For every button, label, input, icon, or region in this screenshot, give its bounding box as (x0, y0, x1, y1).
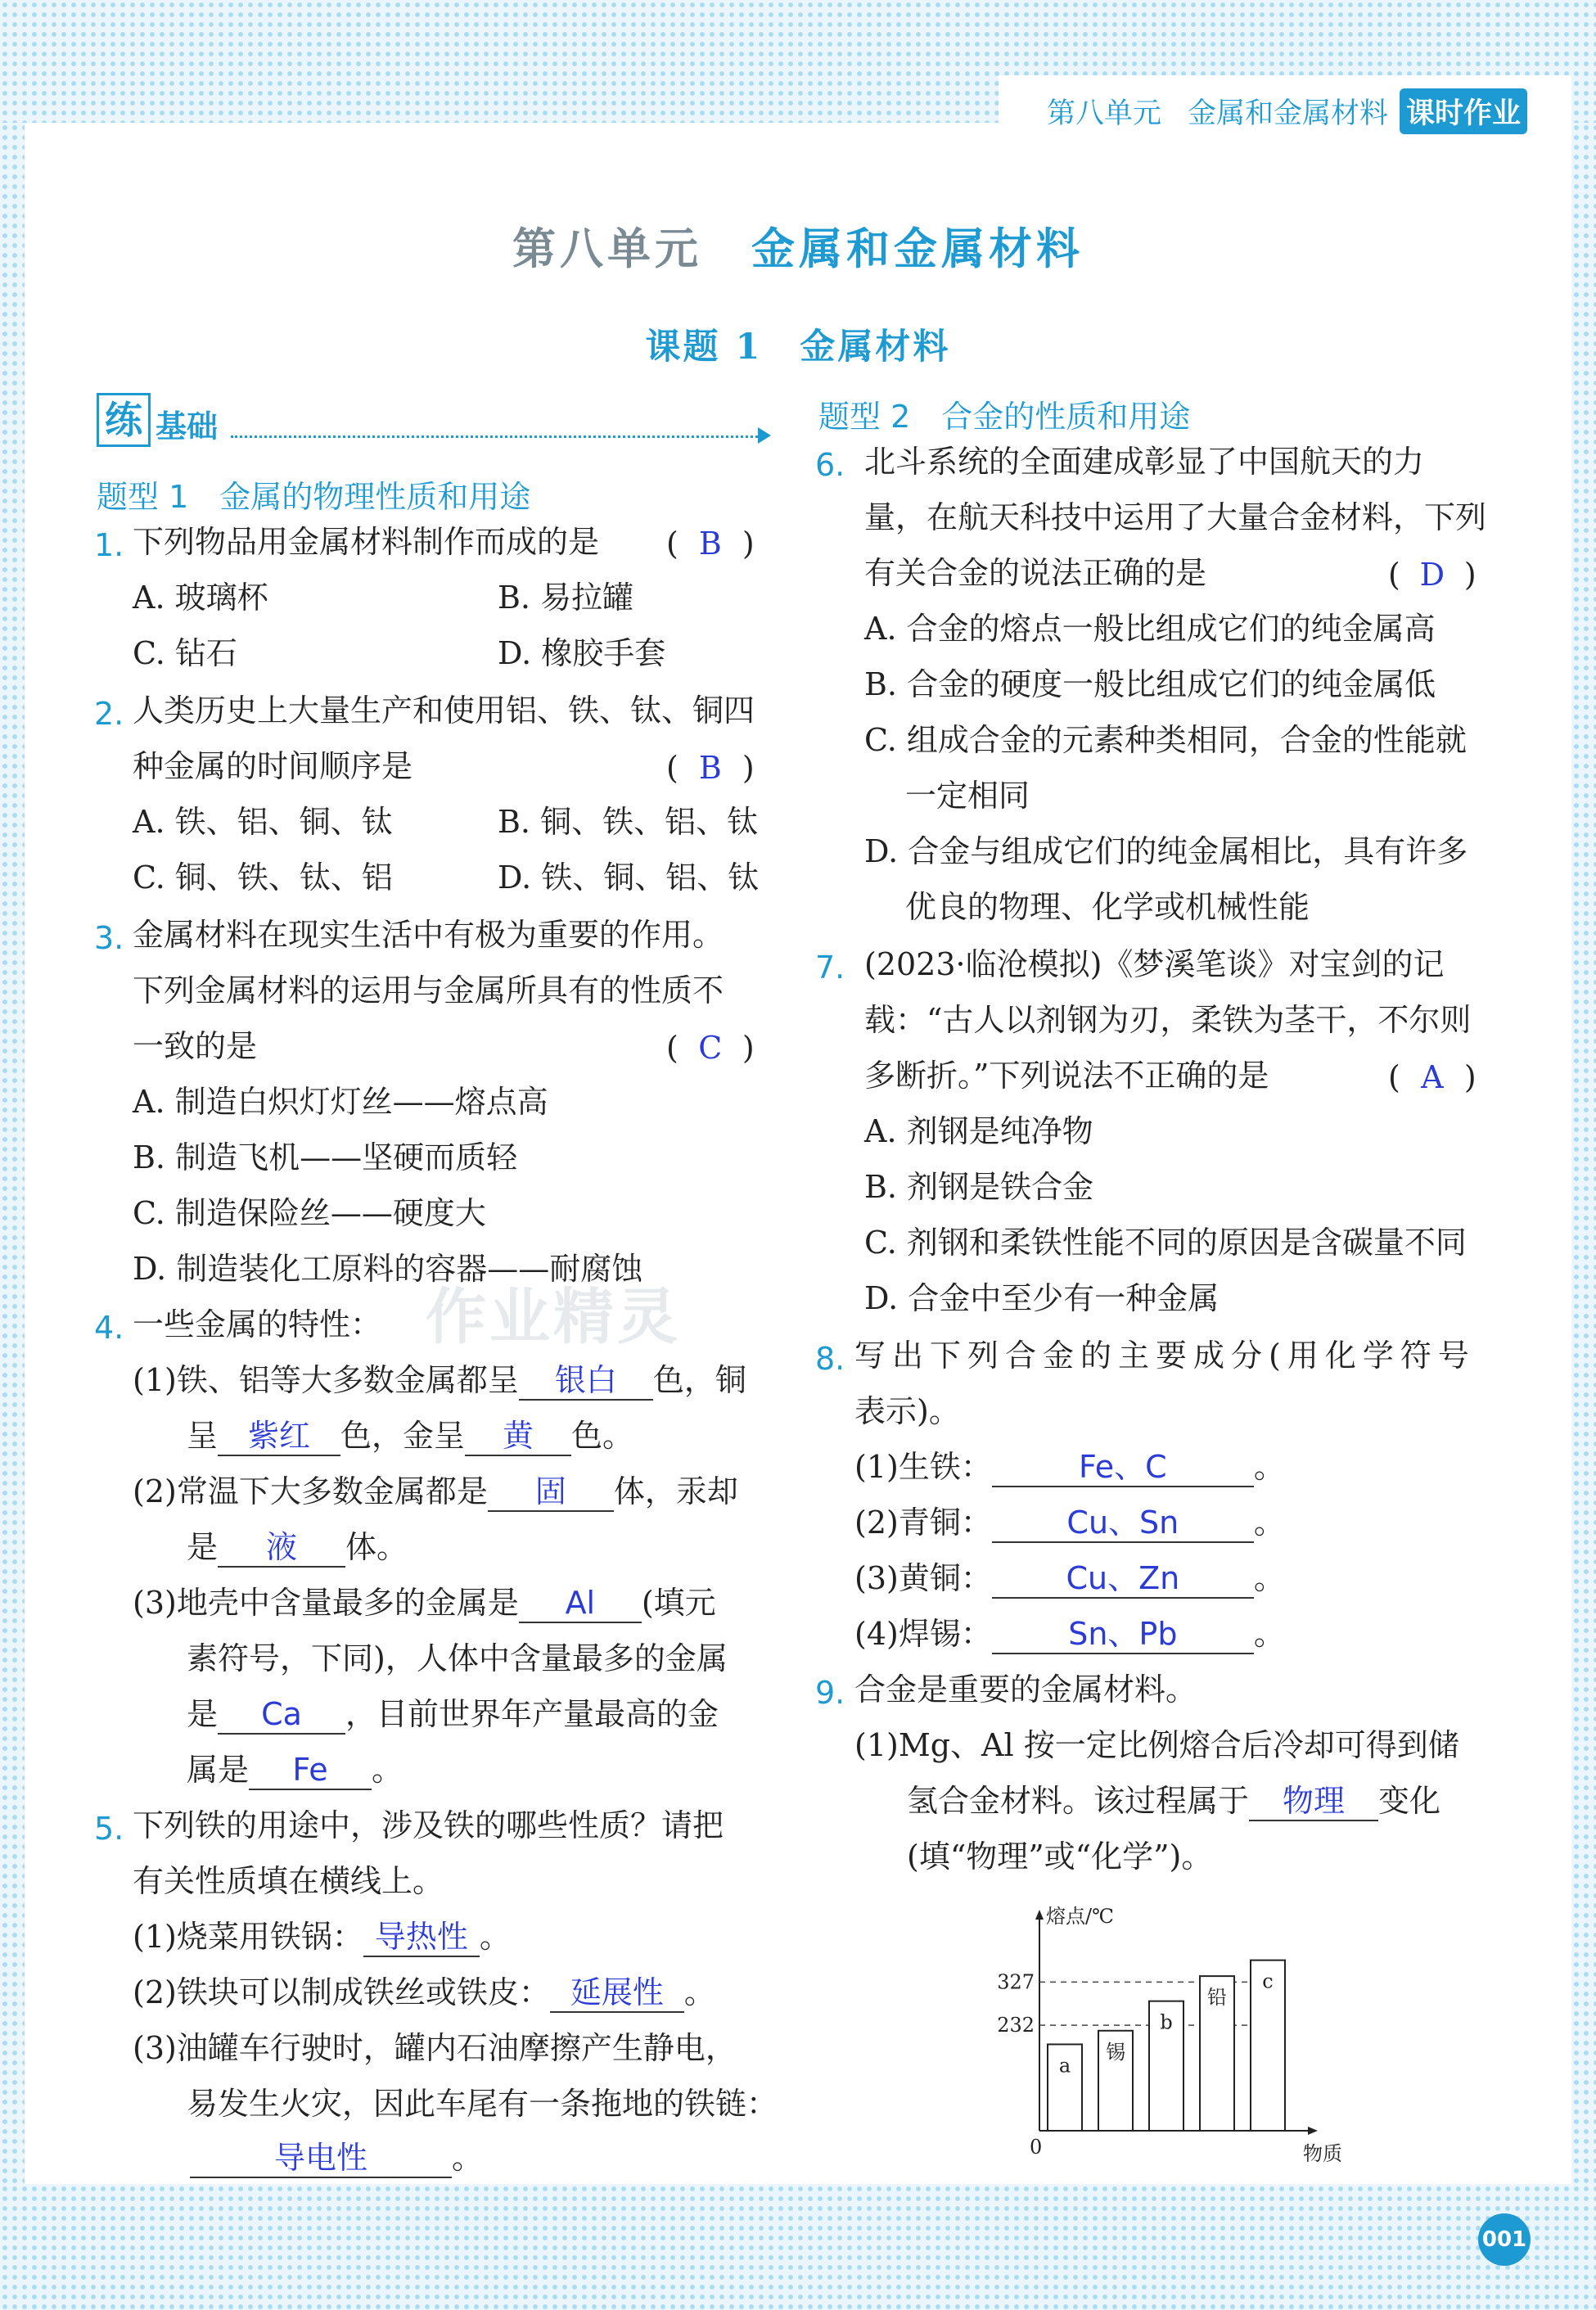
q9-part1-line3: (填“物理”或“化学”)。 (907, 1839, 1213, 1875)
q6-option-c2: 一定相同 (905, 778, 1030, 814)
q9-line1: 合金是重要的金属材料。 (854, 1672, 1197, 1708)
q1-stem: 下列物品用金属材料制作而成的是 (133, 524, 600, 560)
q8-item-4-label: (4)焊锡： (854, 1616, 992, 1652)
q6-option-a: A. 合金的熔点一般比组成它们的纯金属高 (864, 611, 1436, 647)
q9-text1b: 氢合金材料。该过程属于 (907, 1783, 1250, 1819)
q6-line1: 北斗系统的全面建成彰显了中国航天的力 (864, 444, 1425, 480)
chart-bar-label-1: 锡 (1106, 2040, 1125, 2064)
unit-title-name: 金属和金属材料 (751, 224, 1084, 274)
chart-bars (1048, 1960, 1285, 2131)
frame-right (1571, 123, 1596, 2186)
q4-text3g: 。 (372, 1752, 404, 1788)
q2-answer: B (698, 750, 722, 786)
frame-bottom (0, 2184, 1596, 2310)
q6-option-b: B. 合金的硬度一般比组成它们的纯金属低 (864, 666, 1436, 702)
chart-xlabel: 物质 (1303, 2142, 1342, 2165)
q4-blank-8: Fe (249, 1754, 372, 1790)
q6-line3: 有关合金的说法正确的是 (864, 555, 1207, 591)
q9-part1-line1: (1)Mg、Al 按一定比例熔合后冷却可得到储 (854, 1727, 1459, 1763)
q8-item-3 (854, 1560, 1285, 1599)
q1-option-c: C. 钻石 (133, 635, 237, 671)
q5-item3-line3 (190, 2140, 483, 2178)
q5-number: 5. (94, 1811, 124, 1847)
q4-text2d: 体。 (345, 1529, 408, 1565)
q5-item3-end: 。 (452, 2140, 484, 2176)
q5-blank-1: 导热性 (363, 1921, 480, 1957)
q4-text3f: 属是 (187, 1752, 250, 1788)
q5-item2-label: (2)铁块可以制成铁丝或铁皮： (133, 1974, 550, 2010)
q5-item1-end: 。 (479, 1919, 511, 1955)
watermark: 作业精灵 (426, 1282, 681, 1352)
q4-text1b: 色，铜 (652, 1362, 746, 1398)
header-topic: 金属和金属材料 (1187, 97, 1388, 130)
q1-answer: B (698, 526, 722, 562)
q4-blank-2: 紫红 (218, 1420, 340, 1456)
arrow-right-icon (758, 427, 771, 444)
q4-blank-6: Al (519, 1587, 642, 1623)
q4-line8 (187, 1752, 403, 1790)
q8-line2: 表示)。 (854, 1393, 960, 1429)
unit-title-unit: 第八单元 (512, 224, 702, 274)
chart-bar-label-0: a (1058, 2054, 1071, 2078)
q8-item-2-end: 。 (1253, 1505, 1285, 1541)
q1-option-d: D. 橡胶手套 (498, 635, 666, 671)
chart-ytick-label-232: 232 (997, 2014, 1035, 2037)
q5-blank-3: 导电性 (190, 2142, 452, 2178)
q1-number: 1. (94, 527, 124, 563)
q1-option-b: B. 易拉罐 (498, 580, 634, 616)
q4-text1e: 色。 (571, 1418, 634, 1454)
q6-line2: 量，在航天科技中运用了大量合金材料，下列 (864, 499, 1487, 535)
q4-text3d: 是 (187, 1696, 219, 1732)
q4-text3e: ，目前世界年产量最高的金 (345, 1696, 719, 1732)
q7-line3: 多断折。”下列说法不正确的是 (864, 1058, 1269, 1094)
q3-option-c: C. 制造保险丝——硬度大 (133, 1195, 486, 1231)
q8-line1: 写出下列合金的主要成分(用化学符号 (854, 1338, 1476, 1374)
q4-line1 (133, 1362, 746, 1401)
q4-line5 (133, 1585, 716, 1623)
q7-line2: 载：“古人以剂钢为刃，柔铁为茎干，不尔则 (864, 1002, 1472, 1038)
q4-number: 4. (94, 1310, 124, 1346)
q4-blank-4: 固 (488, 1476, 614, 1512)
q3-option-d: D. 制造装化工原料的容器——耐腐蚀 (133, 1251, 643, 1287)
q2-option-a: A. 铁、铝、铜、钛 (133, 804, 393, 840)
section-label: 基础 (156, 408, 219, 444)
q3-option-b: B. 制造飞机——坚硬而质轻 (133, 1139, 518, 1175)
q5-item2 (133, 1974, 715, 2013)
q4-blank-5: 液 (218, 1532, 345, 1568)
chart-y-arrow (1035, 1910, 1044, 1920)
q8-blank-4: Sn、Pb (992, 1618, 1254, 1654)
q6-option-c1: C. 组成合金的元素种类相同，合金的性能就 (864, 722, 1467, 758)
q2-number: 2. (94, 696, 124, 732)
q6-number: 6. (815, 447, 845, 483)
q7-number: 7. (815, 950, 845, 986)
q4-text1c: 呈 (187, 1418, 219, 1454)
q4-blank-3: 黄 (465, 1420, 571, 1456)
q5-item3-line2: 易发生火灾，因此车尾有一条拖地的铁链： (187, 2086, 778, 2122)
header-badge: 课时作业 (1400, 88, 1527, 134)
q3-number: 3. (94, 920, 124, 956)
q8-number: 8. (815, 1341, 845, 1377)
q5-item1 (133, 1919, 511, 1957)
q8-item-2 (854, 1505, 1285, 1543)
q3-answer-box: ( C ) (666, 1030, 755, 1066)
q4-text2a: (2)常温下大多数金属都是 (133, 1473, 488, 1509)
q2-answer-box: ( B ) (666, 750, 755, 786)
chart-bar-label-4: c (1262, 1969, 1274, 1993)
q3-line1: 金属材料在现实生活中有极为重要的作用。 (133, 917, 724, 953)
q8-item-1-label: (1)生铁： (854, 1449, 992, 1485)
q2-option-b: B. 铜、铁、铝、钛 (498, 804, 759, 840)
q9-blank-1: 物理 (1249, 1785, 1378, 1821)
q8-item-4-end: 。 (1253, 1616, 1285, 1652)
q8-blank-3: Cu、Zn (992, 1563, 1254, 1599)
q5-line1: 下列铁的用途中，涉及铁的哪些性质？请把 (133, 1807, 724, 1843)
practice-icon: 练 (97, 393, 151, 447)
q9-text1c: 变化 (1378, 1783, 1441, 1819)
q5-item1-label: (1)烧菜用铁锅： (133, 1919, 363, 1955)
q3-answer: C (698, 1030, 723, 1066)
q5-blank-2: 延展性 (550, 1977, 684, 2013)
q8-blank-1: Fe、C (992, 1451, 1254, 1487)
q4-stem: 一些金属的特性： (133, 1306, 382, 1342)
q6-option-d1: D. 合金与组成它们的纯金属相比，具有许多 (864, 833, 1468, 869)
q8-blank-2: Cu、Sn (992, 1507, 1254, 1543)
q3-option-a: A. 制造白炽灯灯丝——熔点高 (133, 1084, 548, 1120)
q4-line7 (187, 1696, 719, 1735)
melting-point-chart (958, 1903, 1383, 2165)
q8-item-1 (854, 1449, 1285, 1487)
q1-answer-box: ( B ) (666, 526, 755, 562)
q2-option-c: C. 铜、铁、钛、铝 (133, 859, 393, 896)
q4-text3a: (3)地壳中含量最多的金属是 (133, 1585, 519, 1621)
q6-option-d2: 优良的物理、化学或机械性能 (905, 889, 1310, 925)
chart-ylabel: 熔点/℃ (1046, 1905, 1114, 1928)
q4-text3b: (填元 (641, 1585, 716, 1621)
q7-option-a: A. 剂钢是纯净物 (864, 1113, 1093, 1149)
q4-line6: 素符号，下同)，人体中含量最多的金属 (187, 1640, 728, 1676)
frame-left (0, 123, 25, 2186)
q8-item-3-end: 。 (1253, 1560, 1285, 1596)
chart-bar-label-2: b (1160, 2010, 1173, 2034)
q5-line2: 有关性质填在横线上。 (133, 1863, 444, 1899)
q3-line3: 一致的是 (133, 1028, 258, 1064)
q4-text2c: 是 (187, 1529, 219, 1565)
q4-line2 (187, 1418, 633, 1456)
q9-number: 9. (815, 1675, 845, 1711)
chart-ytick-label-327: 327 (997, 1970, 1035, 1994)
q7-option-b: B. 剂钢是铁合金 (864, 1169, 1094, 1205)
q4-blank-1: 银白 (519, 1365, 653, 1401)
q7-answer: A (1421, 1059, 1444, 1095)
q4-line3 (133, 1473, 738, 1512)
q4-line4 (187, 1529, 408, 1568)
q7-line1: (2023·临沧模拟)《梦溪笔谈》对宝剑的记 (864, 946, 1445, 982)
q4-blank-7: Ca (218, 1699, 345, 1735)
q8-item-2-label: (2)青铜： (854, 1505, 992, 1541)
chart-origin: 0 (1030, 2136, 1043, 2159)
q1-option-a: A. 玻璃杯 (133, 580, 268, 616)
q2-line2: 种金属的时间顺序是 (133, 748, 413, 784)
q6-answer: D (1419, 557, 1445, 593)
q7-option-c: C. 剂钢和柔铁性能不同的原因是含碳量不同 (864, 1225, 1467, 1261)
q9-part1-line2 (907, 1783, 1440, 1821)
running-header (1047, 88, 1527, 134)
q8-item-3-label: (3)黄铜： (854, 1560, 992, 1596)
q8-item-1-end: 。 (1253, 1449, 1285, 1485)
q4-text2b: 体，汞却 (613, 1473, 738, 1509)
type1-heading: 题型 1 金属的物理性质和用途 (97, 479, 531, 515)
lesson-title: 课题 1 金属材料 (645, 327, 951, 368)
q2-option-d: D. 铁、铜、铝、钛 (498, 859, 760, 896)
q8-item-4 (854, 1616, 1285, 1654)
q3-line2: 下列金属材料的运用与金属所具有的性质不 (133, 972, 724, 1008)
chart-bar-label-3: 铅 (1207, 1986, 1227, 2010)
section-divider (231, 435, 763, 438)
q4-text1d: 色，金呈 (340, 1418, 466, 1454)
q6-answer-box: ( D ) (1388, 557, 1477, 593)
q2-line1: 人类历史上大量生产和使用铝、铁、钛、铜四 (133, 693, 755, 729)
header-unit: 第八单元 (1046, 97, 1161, 130)
page-number: 001 (1478, 2213, 1531, 2266)
q5-item3-line1: (3)油罐车行驶时，罐内石油摩擦产生静电， (133, 2030, 737, 2066)
q7-answer-box: ( A ) (1388, 1059, 1477, 1095)
type2-heading: 题型 2 合金的性质和用途 (818, 399, 1191, 435)
q4-text1a: (1)铁、铝等大多数金属都呈 (133, 1362, 519, 1398)
chart-x-arrow (1308, 2127, 1318, 2135)
q7-option-d: D. 合金中至少有一种金属 (864, 1280, 1220, 1316)
q5-item2-end: 。 (683, 1974, 715, 2010)
unit-title (0, 214, 1596, 277)
